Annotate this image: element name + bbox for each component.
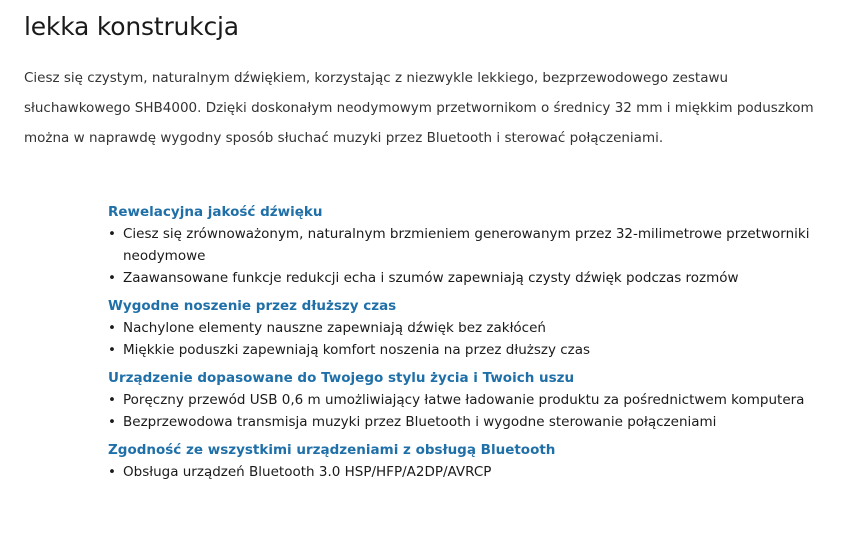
feature-group-sound-quality bbox=[108, 201, 828, 289]
feature-item bbox=[108, 411, 828, 433]
feature-heading: Rewelacyjna jakość dźwięku bbox=[108, 204, 323, 220]
feature-item-text: Poręczny przewód USB 0,6 m umożliwiający łatwe ładowanie produktu za pośrednictwem komputera bbox=[123, 392, 805, 408]
bullet-icon: • bbox=[108, 392, 116, 408]
feature-bullets bbox=[108, 461, 828, 483]
feature-item-text: Nachylone elementy nauszne zapewniają dźwięk bez zakłóceń bbox=[123, 320, 546, 336]
bullet-icon: • bbox=[108, 464, 116, 480]
feature-bullets bbox=[108, 223, 828, 289]
feature-list bbox=[108, 201, 828, 489]
bullet-icon: • bbox=[108, 226, 116, 242]
feature-item-text: Bezprzewodowa transmisja muzyki przez Bluetooth i wygodne sterowanie połączeniami bbox=[123, 414, 717, 430]
intro-paragraph: Ciesz się czystym, naturalnym dźwiękiem, korzystając z niezwykle lekkiego, bezprzewodowego zestawu słuchawkowego SHB4000. Dzięki doskonałym neodymowym przetwornikom o średnicy 32 mm i miękkim poduszkom można w naprawdę wygodny sposób słuchać muzyki przez Bluetooth i sterować połączeniami. bbox=[24, 70, 814, 146]
feature-item-text: Ciesz się zrównoważonym, naturalnym brzmieniem generowanym przez 32-milimetrowe przetworniki neodymowe bbox=[123, 226, 810, 264]
bullet-icon: • bbox=[108, 414, 116, 430]
feature-heading: Urządzenie dopasowane do Twojego stylu życia i Twoich uszu bbox=[108, 370, 575, 386]
feature-item-text: Zaawansowane funkcje redukcji echa i szumów zapewniają czysty dźwięk podczas rozmów bbox=[123, 270, 739, 286]
feature-bullets bbox=[108, 317, 828, 361]
feature-heading: Zgodność ze wszystkimi urządzeniami z obsługą Bluetooth bbox=[108, 442, 556, 458]
feature-item bbox=[108, 223, 828, 267]
feature-group-compatibility bbox=[108, 439, 828, 483]
feature-bullets bbox=[108, 389, 828, 433]
feature-item bbox=[108, 389, 828, 411]
bullet-icon: • bbox=[108, 342, 116, 358]
feature-item-text: Obsługa urządzeń Bluetooth 3.0 HSP/HFP/A2DP/AVRCP bbox=[123, 464, 492, 480]
feature-item bbox=[108, 339, 828, 361]
feature-item-text: Miękkie poduszki zapewniają komfort noszenia na przez dłuższy czas bbox=[123, 342, 591, 358]
feature-group-lifestyle bbox=[108, 367, 828, 433]
page-title: lekka konstrukcja bbox=[24, 12, 239, 41]
feature-item bbox=[108, 317, 828, 339]
bullet-icon: • bbox=[108, 320, 116, 336]
feature-group-comfort bbox=[108, 295, 828, 361]
bullet-icon: • bbox=[108, 270, 116, 286]
feature-item bbox=[108, 267, 828, 289]
feature-item bbox=[108, 461, 828, 483]
feature-heading: Wygodne noszenie przez dłuższy czas bbox=[108, 298, 397, 314]
